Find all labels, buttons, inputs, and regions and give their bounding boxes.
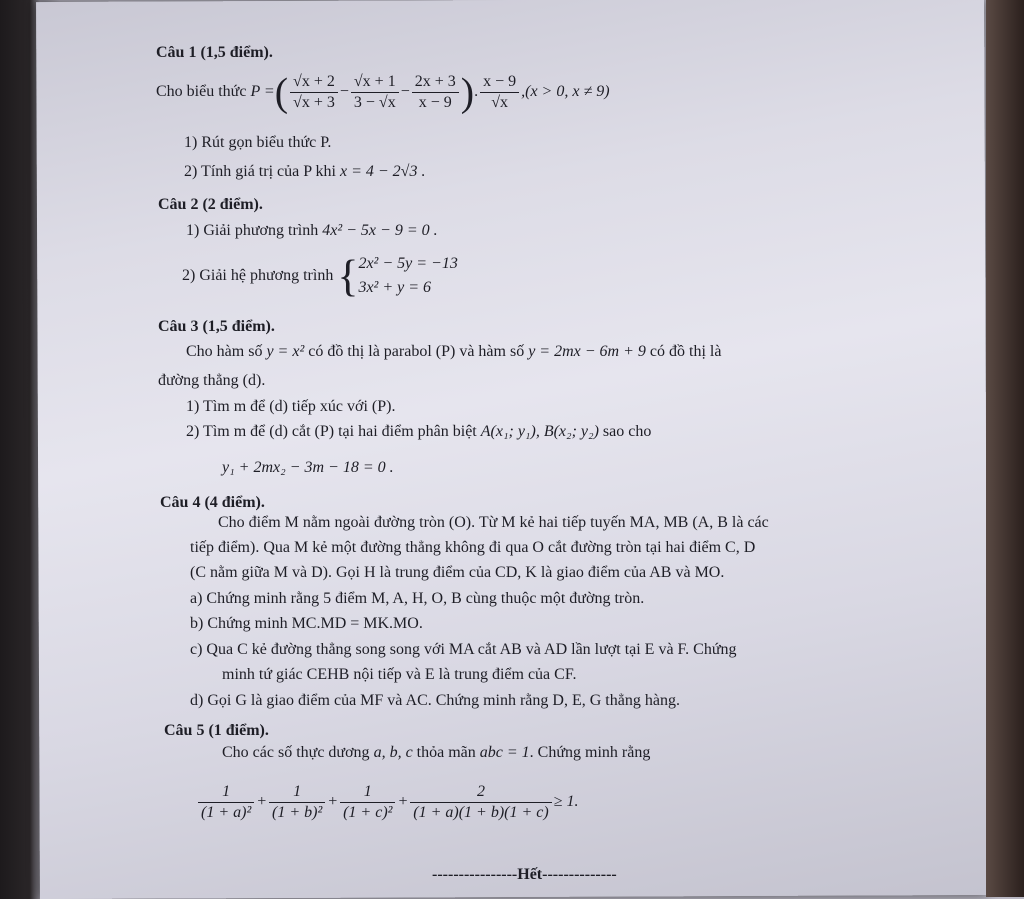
q1-frac4 <box>480 72 519 113</box>
q5-line1 <box>222 744 650 762</box>
q1-intro: Cho biểu thức <box>156 83 247 100</box>
q4-para-line2: tiếp điểm). Qua M kẻ một đường thẳng không đi qua O cắt đường tròn tại hai điểm C, D <box>190 539 756 556</box>
paren-close: ) <box>460 69 475 115</box>
q4-heading: Câu 4 (4 điểm). <box>160 494 265 511</box>
q1-frac4-num: x − 9 <box>480 72 519 93</box>
q5-l1a: Cho các số thực dương <box>222 744 370 761</box>
q4-item-c-line2: minh tứ giác CEHB nội tiếp và E là trung điểm của CF. <box>222 666 577 683</box>
q1-frac1-den: √x + 3 <box>293 93 335 111</box>
q3-l1b: có đồ thị là parabol (P) và hàm số <box>308 343 525 360</box>
q5-heading: Câu 5 (1 điểm). <box>164 722 269 739</box>
q3-heading: Câu 3 (1,5 điểm). <box>158 318 275 335</box>
q2-item1 <box>186 222 438 240</box>
q1-heading: Câu 1 (1,5 điểm). <box>156 44 273 61</box>
q1-item2 <box>184 163 425 181</box>
q4-item-a: a) Chứng minh rằng 5 điểm M, A, H, O, B cùng thuộc một đường tròn. <box>190 590 645 607</box>
q4-para-line1: Cho điểm M nằm ngoài đường tròn (O). Từ M kẻ hai tiếp tuyến MA, MB (A, B là các <box>218 514 769 531</box>
q3-line2: đường thẳng (d). <box>158 372 266 389</box>
q3-l1c: có đồ thị là <box>649 343 722 360</box>
q1-frac3 <box>412 72 459 113</box>
q4-item-c-line1: c) Qua C kẻ đường thẳng song song với MA cắt AB và AD lần lượt tại E và F. Chứng <box>190 641 737 658</box>
q1-condition: ,(x > 0, x ≠ 9) <box>521 83 610 100</box>
q4-para-line3: (C nằm giữa M và D). Gọi H là trung điểm của CD, K là giao điểm của AB và MO. <box>190 564 725 581</box>
q2-heading: Câu 2 (2 điểm). <box>158 196 263 213</box>
q1-frac2 <box>351 72 399 113</box>
plus-sign: + <box>327 793 339 810</box>
plus-sign: + <box>397 793 409 810</box>
q2-item1-text: 1) Giải phương trình <box>186 222 319 239</box>
q3-l1m2: y = 2mx − 6m + 9 <box>528 343 646 360</box>
q5-frac4-num: 2 <box>410 782 551 803</box>
q5-ge: ≥ 1. <box>553 793 579 810</box>
q5-inequality <box>196 776 579 828</box>
plus-sign: + <box>256 793 268 810</box>
q2-eq2: 3x² + y = 6 <box>358 279 432 297</box>
q3-item2-math: A(x₁; y₁), B(x₂; y₂) <box>480 423 599 440</box>
q2-item1-math: 4x² − 5x − 9 = 0 . <box>322 222 438 239</box>
q5-l1m2: abc = 1 <box>479 744 530 761</box>
q4-item-b: b) Chứng minh MC.MD = MK.MO. <box>190 615 423 632</box>
q5-frac3-den: (1 + c)² <box>343 803 393 821</box>
q5-l1b: thỏa mãn <box>416 744 476 761</box>
q5-frac1-num: 1 <box>198 782 254 803</box>
q1-item2-text: 2) Tính giá trị của P khi <box>184 163 336 180</box>
q1-frac2-den: 3 − √x <box>353 93 396 111</box>
q1-frac1 <box>290 72 338 113</box>
q2-eq1: 2x² − 5y = −13 <box>358 255 458 273</box>
q1-frac4-den: √x <box>491 93 508 111</box>
q1-P: P = <box>250 83 275 100</box>
q4-item-d: d) Gọi G là giao điểm của MF và AC. Chứng minh rằng D, E, G thẳng hàng. <box>190 692 680 709</box>
q5-frac4 <box>410 782 551 823</box>
q1-frac1-num: √x + 2 <box>290 72 338 93</box>
q5-frac1 <box>198 782 254 823</box>
paren-open: ( <box>274 69 289 115</box>
q1-frac2-num: √x + 1 <box>351 72 399 93</box>
q3-item2-condition: y₁ + 2mx₂ − 3m − 18 = 0 . <box>222 459 394 476</box>
q1-expression: Cho biểu thức P =( $\frac{√x + 2}{√x + 3}$ − $\frac{√x + 1}{3 - √x}$ − $\frac{2x + 3}{x - 9}$ ). $\frac{x - 9}{√x}$ ,(x > 0, x ≠ 9) <box>156 69 610 115</box>
q5-frac2-num: 1 <box>269 782 325 803</box>
q1-frac3-den: x − 9 <box>418 93 452 111</box>
q1-item1: 1) Rút gọn biểu thức P. <box>184 134 332 151</box>
q2-system <box>358 252 457 300</box>
q1-frac3-num: 2x + 3 <box>412 72 459 93</box>
q1-item2-math: x = 4 − 2√3 . <box>339 163 426 180</box>
q3-l1m1: y = x² <box>266 343 305 360</box>
q3-item2-text: 2) Tìm m để (d) cắt (P) tại hai điểm phân biệt <box>186 423 477 440</box>
q5-frac1-den: (1 + a)² <box>201 803 252 821</box>
q2-item2-text: 2) Giải hệ phương trình <box>182 267 334 284</box>
q5-frac3 <box>340 782 395 823</box>
q3-item1: 1) Tìm m để (d) tiếp xúc với (P). <box>186 398 396 415</box>
q3-line1 <box>186 343 721 361</box>
q3-item2-tail: sao cho <box>602 423 652 440</box>
q2-item2 <box>182 250 458 302</box>
system-brace: { <box>337 251 359 301</box>
q5-l1c: . Chứng minh rằng <box>529 744 651 761</box>
q5-frac2 <box>269 782 325 823</box>
q5-frac3-num: 1 <box>340 782 395 803</box>
q5-frac4-den: (1 + a)(1 + b)(1 + c) <box>413 803 549 821</box>
end-marker: ----------------Hết-------------- <box>432 866 617 883</box>
q5-l1m: a, b, c <box>373 744 413 761</box>
q5-frac2-den: (1 + b)² <box>272 803 323 821</box>
q3-l1a: Cho hàm số <box>186 343 263 360</box>
q3-item2 <box>186 423 651 441</box>
